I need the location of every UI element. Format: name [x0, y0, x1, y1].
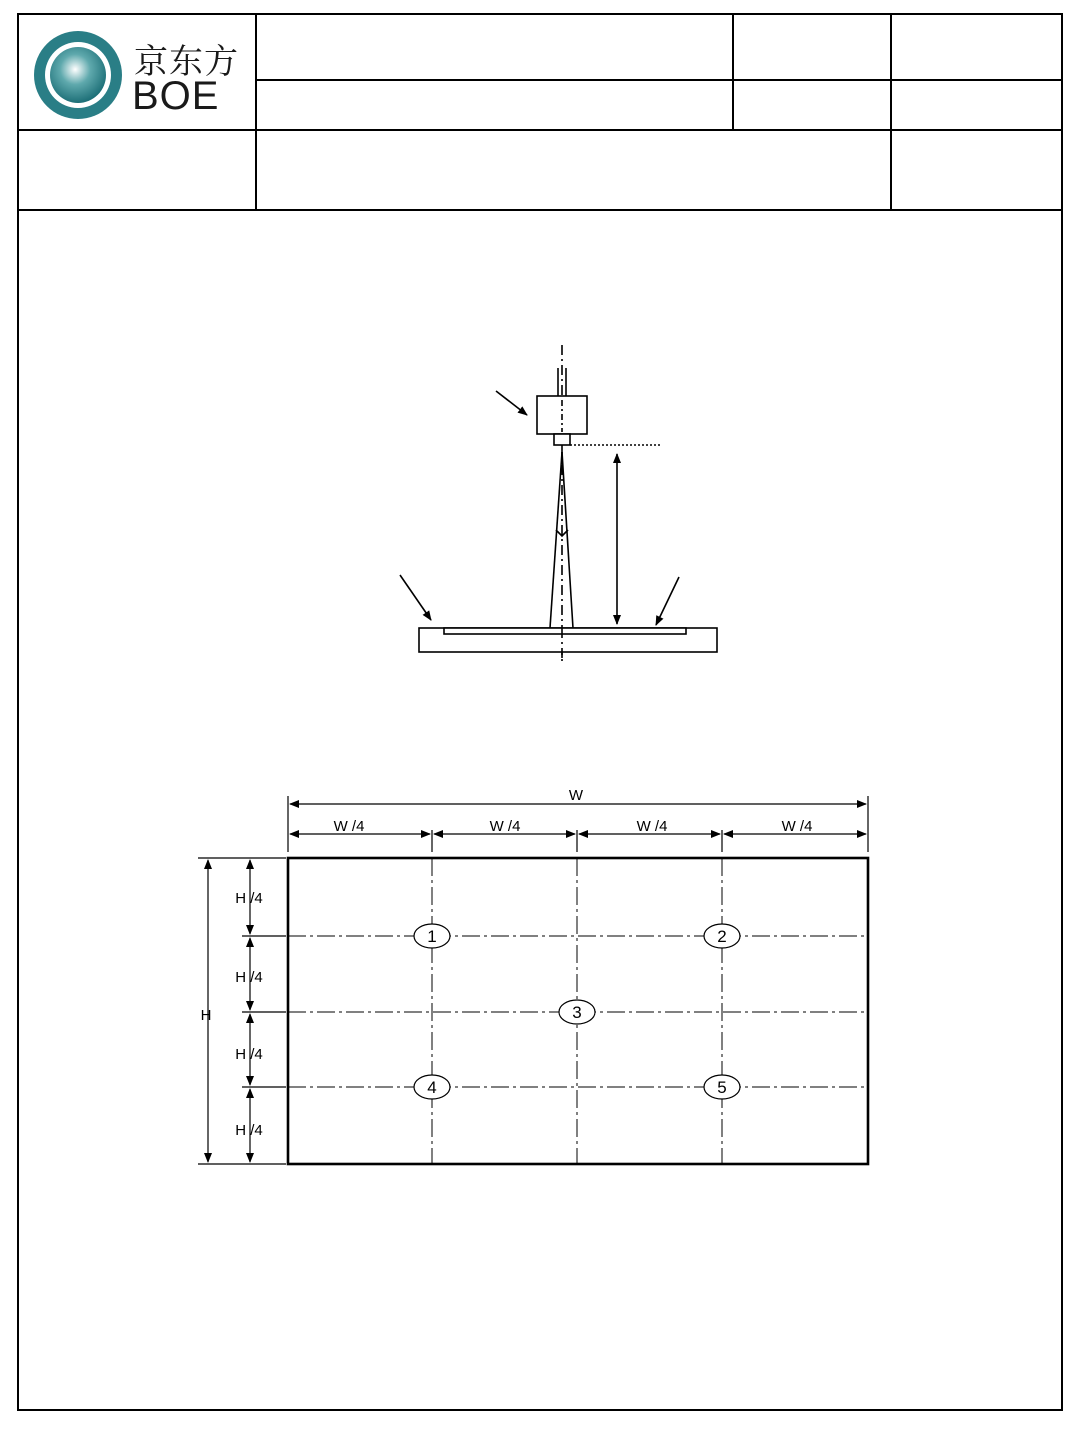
quarter-width-label-2: W /4 [489, 818, 521, 835]
logo-text-chinese: 京东方 [134, 42, 239, 82]
quarter-height-label-3: H /4 [235, 1046, 263, 1063]
point-label-2: 2 [717, 927, 727, 946]
quarter-height-label-2: H /4 [235, 969, 263, 986]
quarter-width-label-3: W /4 [636, 818, 668, 835]
width-label: W [568, 787, 584, 804]
quarter-height-label-4: H /4 [235, 1122, 263, 1139]
height-label: H [200, 1007, 212, 1024]
quarter-height-label-1: H /4 [235, 890, 263, 907]
quarter-width-label-4: W /4 [781, 818, 813, 835]
point-label-5: 5 [717, 1078, 727, 1097]
point-label-1: 1 [427, 927, 437, 946]
point-label-4: 4 [427, 1078, 437, 1097]
point-label-3: 3 [572, 1003, 582, 1022]
logo-text-english: BOE [132, 74, 220, 118]
quarter-width-label-1: W /4 [333, 818, 365, 835]
